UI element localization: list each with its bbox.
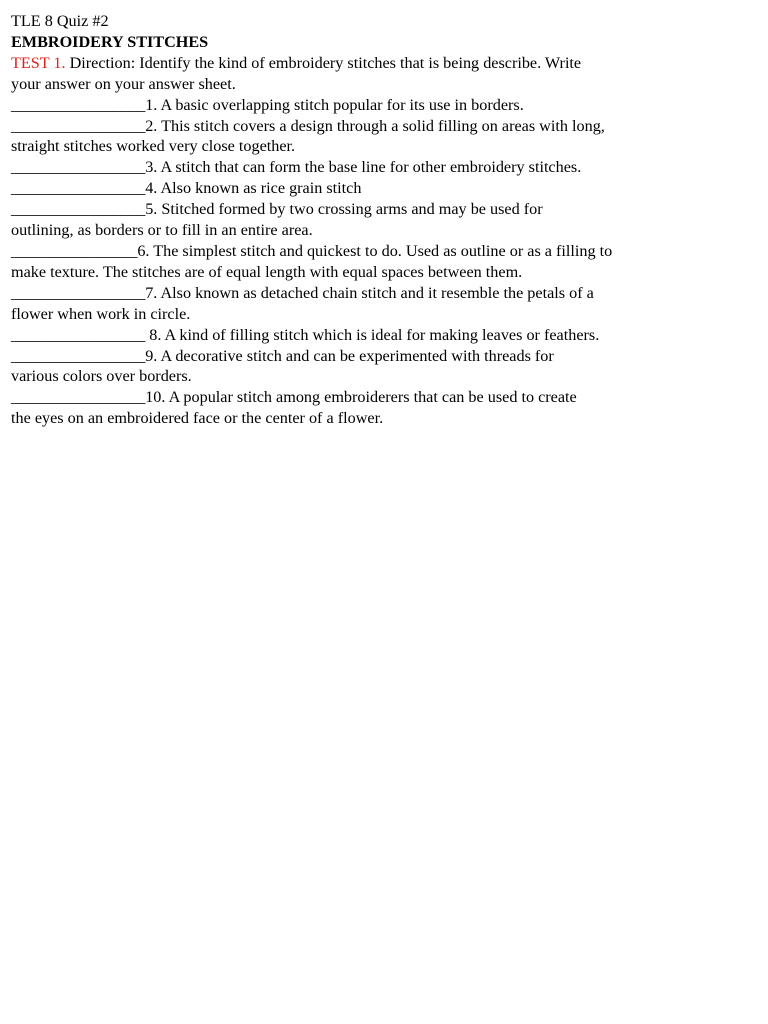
quiz-label: TLE 8 Quiz #2 (11, 12, 109, 30)
question-line (11, 346, 756, 367)
question-text: 3. A stitch that can form the base line for other embroidery stitches. (145, 158, 582, 177)
question-item (11, 157, 756, 178)
answer-blank: _________________ (11, 388, 146, 407)
question-list (11, 95, 756, 430)
answer-blank: _________________ (11, 158, 146, 177)
answer-blank: _________________ (11, 95, 146, 114)
question-text: 5. Stitched formed by two crossing arms and may be used for (145, 200, 543, 219)
answer-blank: _________________ (11, 116, 146, 135)
question-line (11, 116, 756, 137)
question-item (11, 199, 756, 241)
answer-blank: _________________ (11, 283, 146, 302)
question-item (11, 95, 756, 116)
question-item (11, 241, 756, 283)
answer-blank: _________________ (11, 200, 146, 219)
question-line (11, 387, 756, 408)
answer-blank: ________________ (11, 241, 138, 260)
quiz-title: EMBROIDERY STITCHES (11, 32, 209, 51)
quiz-document (11, 11, 756, 429)
question-text: 4. Also known as rice grain stitch (145, 179, 362, 198)
instructions-line-1 (11, 53, 756, 74)
question-text: 2. This stitch covers a design through a solid filling on areas with long, (145, 116, 605, 135)
question-continuation: the eyes on an embroidered face or the center of a flower. (11, 409, 384, 428)
question-continuation: straight stitches worked very close together. (11, 137, 296, 156)
question-continuation: outlining, as borders or to fill in an entire area. (11, 221, 313, 240)
question-item (11, 116, 756, 158)
question-text: 6. The simplest stitch and quickest to do. Used as outline or as a filling to (137, 241, 613, 260)
question-text: 8. A kind of filling stitch which is ideal for making leaves or feathers. (145, 325, 600, 344)
question-line (11, 95, 756, 116)
question-continuation: various colors over borders. (11, 367, 192, 386)
answer-blank: _________________ (11, 346, 146, 365)
question-line (11, 199, 756, 220)
question-line (11, 283, 756, 304)
question-item (11, 325, 756, 346)
question-item (11, 387, 756, 429)
question-text: 9. A decorative stitch and can be experimented with threads for (145, 346, 554, 365)
question-text: 1. A basic overlapping stitch popular for its use in borders. (145, 95, 524, 114)
question-line (11, 178, 756, 199)
answer-blank: _________________ (11, 179, 146, 198)
question-continuation: make texture. The stitches are of equal length with equal spaces between them. (11, 262, 523, 281)
question-text: 7. Also known as detached chain stitch and it resemble the petals of a (145, 283, 594, 302)
question-line (11, 241, 756, 262)
answer-blank: _________________ (11, 325, 146, 344)
question-continuation: flower when work in circle. (11, 304, 191, 323)
question-item (11, 283, 756, 325)
question-item (11, 346, 756, 388)
question-line (11, 157, 756, 178)
question-text: 10. A popular stitch among embroiderers that can be used to create (145, 388, 577, 407)
test-label: TEST 1. (11, 53, 66, 72)
question-line (11, 325, 756, 346)
direction-text: Direction: Identify the kind of embroidery stitches that is being describe. Write (65, 53, 582, 72)
instructions-line-2: your answer on your answer sheet. (11, 74, 236, 93)
question-item (11, 178, 756, 199)
